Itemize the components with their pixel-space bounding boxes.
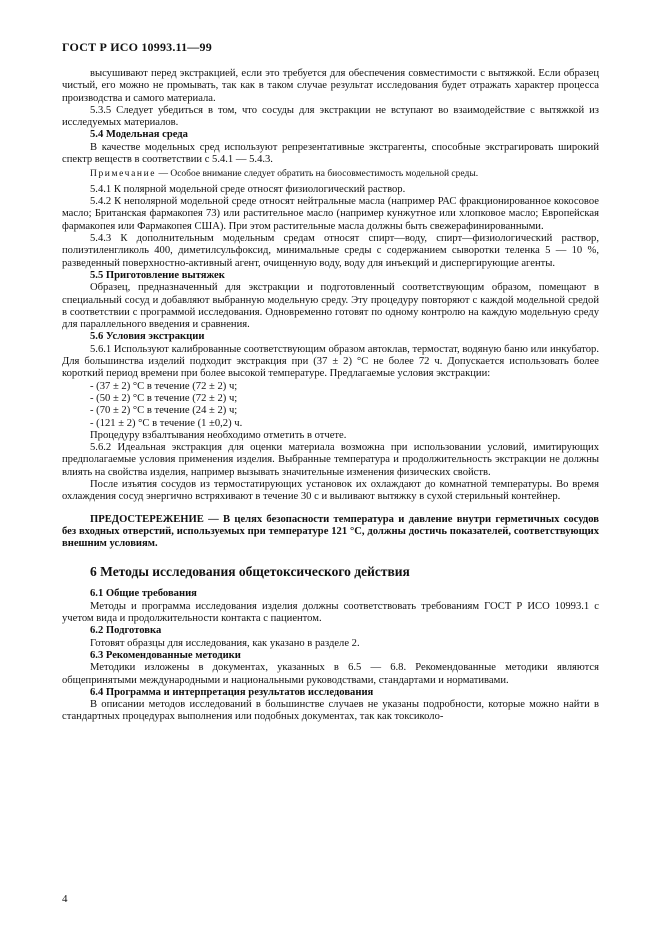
subsection-heading: 5.5 Приготовление вытяжек	[90, 269, 225, 281]
paragraph: В описании методов исследований в большинстве случаев не указаны подробности, которые можно найти в стандартных процедурах выполнения или подобных документах, так как токсиколо-	[62, 699, 599, 723]
subsection-heading: 5.6 Условия экстракции	[90, 331, 205, 343]
subsection-heading: 6.2 Подготовка	[90, 625, 162, 637]
note	[62, 169, 599, 181]
note-label: Примечание	[90, 169, 157, 180]
section-heading: 6 Методы исследования общетоксического действия	[90, 564, 410, 580]
warning: ПРЕДОСТЕРЕЖЕНИЕ — В целях безопасности температура и давление внутри герметичных сосудов без входных отверстий, используемых при температуре 121 °С, должны достичь показателей, соответствующих внешним условиям.	[62, 513, 599, 550]
document-body	[62, 68, 599, 724]
paragraph: Готовят образцы для исследования, как указано в разделе 2.	[90, 637, 360, 649]
subsection-heading: 6.1 Общие требования	[90, 588, 197, 600]
paragraph: 5.4.2 К неполярной модельной среде относят нейтральные масла (например РАС фракционированное кокосовое масло; Британская фармакопея 73) или растительное масло (например кунжутное или хлопковое масло; Европейская фармакопея или Фармакопея США). При этом растительные масла должны быть свежерафинированными.	[62, 196, 599, 232]
note-text: — Особое внимание следует обратить на биосовместимость модельной среды.	[156, 169, 479, 180]
paragraph: 5.3.5 Следует убедиться в том, что сосуды для экстракции не вступают во взаимодействие с вытяжкой из исследуемых материалов.	[62, 104, 599, 129]
list-item: - (37 ± 2) °С в течение (72 ± 2) ч;	[90, 380, 238, 392]
paragraph: 5.4.1 К полярной модельной среде относят физиологический раствор.	[90, 183, 406, 195]
subsection-heading: 6.4 Программа и интерпретация результатов исследования	[90, 686, 374, 698]
paragraph: 5.6.1 Используют калиброванные соответствующим образом автоклав, термостат, водяную баню или инкубатор. Для большинства изделий подходит экстракция при (37 ± 2) °С не более 72 ч. Допускается использовать более короткий период времени при более высокой температуре. Предлагаемые условия экстракции:	[62, 343, 599, 380]
subsection-heading: 5.4 Модельная среда	[90, 129, 188, 141]
paragraph: Методики изложены в документах, указанных в 6.5 — 6.8. Рекомендованные методики являются общепринятыми международными и национальными руководствами, стандартами и нормативами.	[62, 662, 599, 686]
paragraph: Методы и программа исследования изделия должны соответствовать требованиям ГОСТ Р ИСО 10993.1 с учетом вида и продолжительности контакта с пациентом.	[62, 600, 599, 625]
list-item: - (70 ± 2) °С в течение (24 ± 2) ч;	[90, 405, 238, 417]
paragraph: 5.4.3 К дополнительным модельным средам относят спирт—воду, спирт—физиологический раствор, полиэтиленгликоль 400, диметилсульфоксид, минимальные среды с содержанием сыворотки теленка 5 — 10 %, разведенный поверхностно-активный агент, очищенную воду, воду для инъекций и диспергирующие агенты.	[62, 233, 599, 269]
page-number: 4	[62, 893, 68, 905]
paragraph: Процедуру взбалтывания необходимо отметить в отчете.	[90, 429, 347, 441]
running-header: ГОСТ Р ИСО 10993.11—99	[62, 40, 212, 54]
paragraph: В качестве модельных сред используют репрезентативные экстрагенты, способные экстрагировать широкий спектр веществ в соответствии с 5.4.1 — 5.4.3.	[62, 141, 599, 166]
list-item: - (50 ± 2) °С в течение (72 ± 2) ч;	[90, 392, 238, 404]
list-item: - (121 ± 2) °С в течение (1 ±0,2) ч.	[90, 417, 243, 429]
paragraph: высушивают перед экстракцией, если это требуется для обеспечения совместимости с вытяжкой. Если образец чистый, его можно не промывать, так как в таком случае результат исследования будет отражать характер процесса производства и самого материала.	[62, 68, 599, 104]
subsection-heading: 6.3 Рекомендованные методики	[90, 649, 241, 661]
paragraph: 5.6.2 Идеальная экстракция для оценки материала возможна при использовании условий, имитирующих предполагаемые условия применения изделия. Выбранные температура и продолжительность экстракции не должны влиять на свойства изделия, например вызывать значительные изменения физических свойств.	[62, 442, 599, 478]
paragraph: Образец, предназначенный для экстракции и подготовленный соответствующим образом, помещают в специальный сосуд и добавляют выбранную модельную среду. Эту процедуру повторяют с каждой модельной средой в соответствии с программой исследования. Одновременно готовят по одному контролю на каждую модельную среду для параллельного введения и сравнения.	[62, 282, 599, 331]
paragraph: После изъятия сосудов из термостатирующих установок их охлаждают до комнатной температуры. Во время охлаждения сосуд энергично встряхивают в течение 30 с и выливают вытяжку в сухой стерильный контейнер.	[62, 479, 599, 503]
